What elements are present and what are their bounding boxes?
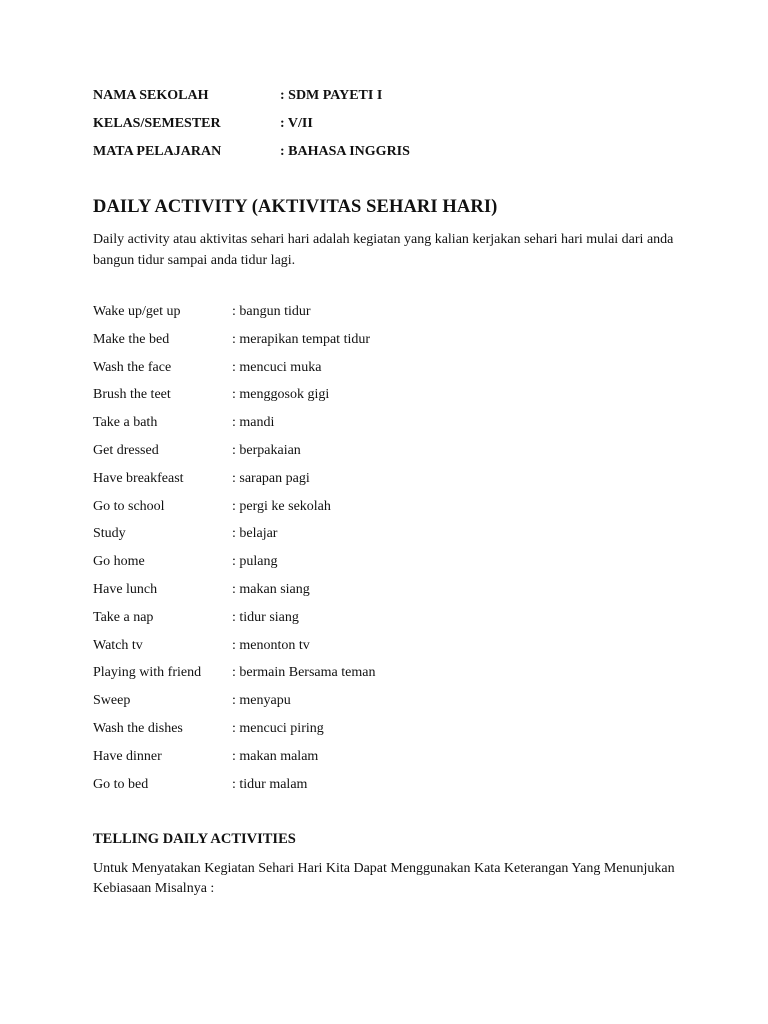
- school-info-value: : V/II: [280, 116, 313, 131]
- intro-paragraph: Daily activity atau aktivitas sehari hari adalah kegiatan yang kalian kerjakan sehari hari mulai dari anda bangun tidur sampai anda tidur lagi.: [93, 232, 674, 268]
- vocab-translation: : pergi ke sekolah: [232, 498, 331, 514]
- vocab-translation: : menyapu: [232, 693, 291, 709]
- vocab-row: [93, 691, 375, 719]
- vocab-translation: : menonton tv: [232, 637, 310, 653]
- vocab-translation: : mandi: [232, 415, 275, 431]
- vocab-english: Wash the dishes: [93, 720, 183, 736]
- vocab-row: [93, 747, 375, 775]
- vocab-english: Have dinner: [93, 748, 162, 764]
- vocab-row: [93, 663, 375, 691]
- vocab-english: Study: [93, 526, 126, 542]
- vocab-translation: : makan malam: [232, 748, 319, 764]
- vocab-english: Get dressed: [93, 442, 159, 458]
- vocab-translation: : bermain Bersama teman: [232, 665, 376, 681]
- vocab-translation: : belajar: [232, 526, 278, 542]
- vocab-translation: : pulang: [232, 554, 278, 570]
- vocab-translation: : bangun tidur: [232, 304, 311, 319]
- vocab-translation: : tidur siang: [232, 609, 299, 625]
- vocab-english: Make the bed: [93, 331, 170, 347]
- vocab-english: Have lunch: [93, 581, 158, 597]
- vocab-row: [93, 775, 375, 803]
- vocab-translation: : mencuci muka: [232, 359, 322, 375]
- vocab-english: Go to school: [93, 498, 165, 514]
- school-info-row: [93, 114, 410, 142]
- section-heading: TELLING DAILY ACTIVITIES: [93, 831, 296, 847]
- vocab-translation: : tidur malam: [232, 776, 308, 792]
- vocab-row: [93, 497, 375, 525]
- vocab-translation: : merapikan tempat tidur: [232, 331, 371, 347]
- vocab-english: Have breakfeast: [93, 470, 184, 486]
- vocab-row: [93, 441, 375, 469]
- vocab-english: Sweep: [93, 693, 131, 709]
- vocab-english: Brush the teet: [93, 387, 171, 403]
- vocab-english: Go to bed: [93, 776, 149, 792]
- vocab-english: Wake up/get up: [93, 304, 181, 319]
- school-info-label: MATA PELAJARAN: [93, 144, 222, 159]
- school-info-row: [93, 86, 410, 114]
- vocab-row: [93, 524, 375, 552]
- school-info-label: NAMA SEKOLAH: [93, 88, 209, 103]
- vocab-translation: : berpakaian: [232, 442, 301, 458]
- vocab-row: [93, 719, 375, 747]
- vocab-row: [93, 636, 375, 664]
- vocab-row: [93, 413, 375, 441]
- vocab-row: [93, 358, 375, 386]
- vocab-row: [93, 608, 375, 636]
- vocabulary-list: [93, 302, 375, 802]
- vocab-row: [93, 580, 375, 608]
- page-title: DAILY ACTIVITY (AKTIVITAS SEHARI HARI): [93, 197, 498, 217]
- vocab-english: Wash the face: [93, 359, 172, 375]
- school-info-table: [93, 86, 410, 170]
- vocab-row: [93, 552, 375, 580]
- school-info-row: [93, 142, 410, 170]
- vocab-row: [93, 385, 375, 413]
- school-info-value: : SDM PAYETI I: [280, 88, 383, 103]
- vocab-translation: : makan siang: [232, 581, 310, 597]
- vocab-english: Go home: [93, 554, 145, 570]
- school-info-value: : BAHASA INGGRIS: [280, 144, 410, 159]
- vocab-english: Playing with friend: [93, 665, 202, 681]
- vocab-english: Watch tv: [93, 637, 143, 653]
- vocab-translation: : sarapan pagi: [232, 470, 310, 486]
- vocab-english: Take a nap: [93, 609, 154, 625]
- vocab-row: [93, 469, 375, 497]
- vocab-row: [93, 330, 375, 358]
- vocab-english: Take a bath: [93, 415, 158, 431]
- school-info-label: KELAS/SEMESTER: [93, 116, 221, 131]
- section-paragraph: Untuk Menyatakan Kegiatan Sehari Hari Kita Dapat Menggunakan Kata Keterangan Yang Menunjukan Kebiasaan Misalnya :: [93, 861, 675, 896]
- vocab-translation: : menggosok gigi: [232, 387, 330, 403]
- vocab-translation: : mencuci piring: [232, 720, 324, 736]
- vocab-row: [93, 302, 375, 330]
